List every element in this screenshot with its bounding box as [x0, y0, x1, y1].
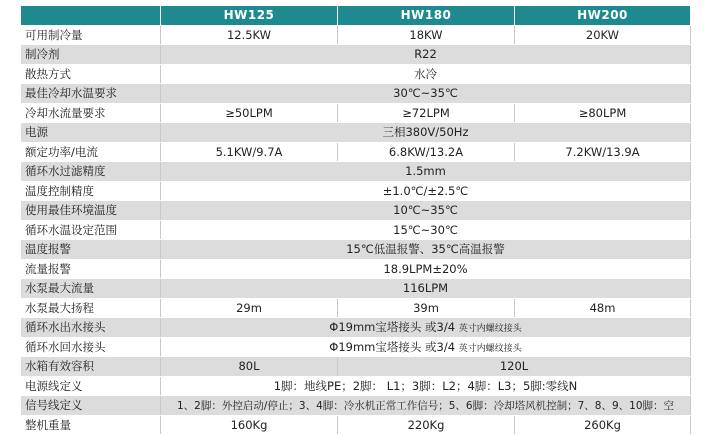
cell-value	[161, 318, 691, 338]
row-label: 水箱有效容积	[21, 357, 161, 377]
header-row	[21, 6, 691, 26]
row-label: 流量报警	[21, 259, 161, 279]
row-label: 信号线定义	[21, 396, 161, 416]
table-row	[21, 337, 691, 357]
table-row	[21, 25, 691, 45]
row-label: 电源	[21, 123, 161, 143]
cell-value: ≥80LPM	[515, 103, 691, 123]
row-label: 冷却水流量要求	[21, 103, 161, 123]
row-label: 循环水出水接头	[21, 318, 161, 338]
table-row	[21, 64, 691, 84]
table-row	[21, 84, 691, 104]
cell-value: 1脚：地线PE；2脚： L1；3脚：L2；4脚：L3；5脚:零线N	[161, 376, 691, 396]
table-row	[21, 279, 691, 299]
cell-value-suffix: 英寸内螺纹接头	[458, 324, 522, 335]
cell-value: 160Kg	[161, 415, 338, 435]
row-label: 最佳冷却水温要求	[21, 84, 161, 104]
cell-value: 20KW	[515, 25, 691, 45]
cell-value: 1.5mm	[161, 162, 691, 182]
table-row	[21, 103, 691, 123]
cell-value: 116LPM	[161, 279, 691, 299]
row-label: 整机重量	[21, 415, 161, 435]
table-row	[21, 240, 691, 260]
cell-value: 260Kg	[515, 415, 691, 435]
row-label: 水泵最大扬程	[21, 298, 161, 318]
cell-value: 1、2脚：外控启动/停止；3、4脚：冷水机正常工作信号；5、6脚：冷却塔风机控制；7、8、9、10脚：空	[161, 396, 691, 416]
header-model: HW200	[515, 6, 691, 26]
cell-value-suffix: 英寸内螺纹接头	[458, 343, 522, 354]
row-label: 循环水过滤精度	[21, 162, 161, 182]
row-label: 循环水回水接头	[21, 337, 161, 357]
cell-value: 29m	[161, 298, 338, 318]
row-label: 额定功率/电流	[21, 142, 161, 162]
cell-value: ±1.0℃/±2.5℃	[161, 181, 691, 201]
cell-value	[161, 337, 691, 357]
cell-value: 18KW	[338, 25, 515, 45]
row-label: 散热方式	[21, 64, 161, 84]
cell-value: 7.2KW/13.9A	[515, 142, 691, 162]
cell-value-main: Φ19mm宝塔接头 或3/4	[329, 320, 456, 335]
header-model: HW180	[338, 6, 515, 26]
table-row	[21, 357, 691, 377]
cell-value: 15℃低温报警、35℃高温报警	[161, 240, 691, 260]
header-corner	[21, 6, 161, 26]
cell-value: 120L	[338, 357, 691, 377]
cell-value: 15℃~30℃	[161, 220, 691, 240]
row-label: 温度报警	[21, 240, 161, 260]
cell-value: 5.1KW/9.7A	[161, 142, 338, 162]
table-row	[21, 318, 691, 338]
spec-table	[20, 5, 691, 435]
cell-value-main: Φ19mm宝塔接头 或3/4	[329, 339, 456, 354]
table-row	[21, 123, 691, 143]
cell-value: 10℃~35℃	[161, 201, 691, 221]
cell-value: 12.5KW	[161, 25, 338, 45]
cell-value: 水冷	[161, 64, 691, 84]
table-row	[21, 181, 691, 201]
table-row	[21, 220, 691, 240]
table-row	[21, 298, 691, 318]
table-row	[21, 415, 691, 435]
row-label: 可用制冷量	[21, 25, 161, 45]
cell-value: 48m	[515, 298, 691, 318]
cell-value: 30℃~35℃	[161, 84, 691, 104]
row-label: 水泵最大流量	[21, 279, 161, 299]
row-label: 制冷剂	[21, 45, 161, 65]
cell-value: ≥72LPM	[338, 103, 515, 123]
row-label: 循环水温设定范围	[21, 220, 161, 240]
table-row	[21, 142, 691, 162]
table-row	[21, 162, 691, 182]
row-label: 使用最佳环境温度	[21, 201, 161, 221]
cell-value: 18.9LPM±20%	[161, 259, 691, 279]
table-row	[21, 396, 691, 416]
cell-value: 三相380V/50Hz	[161, 123, 691, 143]
cell-value: 220Kg	[338, 415, 515, 435]
table-row	[21, 376, 691, 396]
cell-value: 80L	[161, 357, 338, 377]
table-row	[21, 259, 691, 279]
header-model: HW125	[161, 6, 338, 26]
cell-value: ≥50LPM	[161, 103, 338, 123]
row-label: 电源线定义	[21, 376, 161, 396]
cell-value: R22	[161, 45, 691, 65]
cell-value: 6.8KW/13.2A	[338, 142, 515, 162]
cell-value: 39m	[338, 298, 515, 318]
table-row	[21, 201, 691, 221]
table-row	[21, 45, 691, 65]
row-label: 温度控制精度	[21, 181, 161, 201]
